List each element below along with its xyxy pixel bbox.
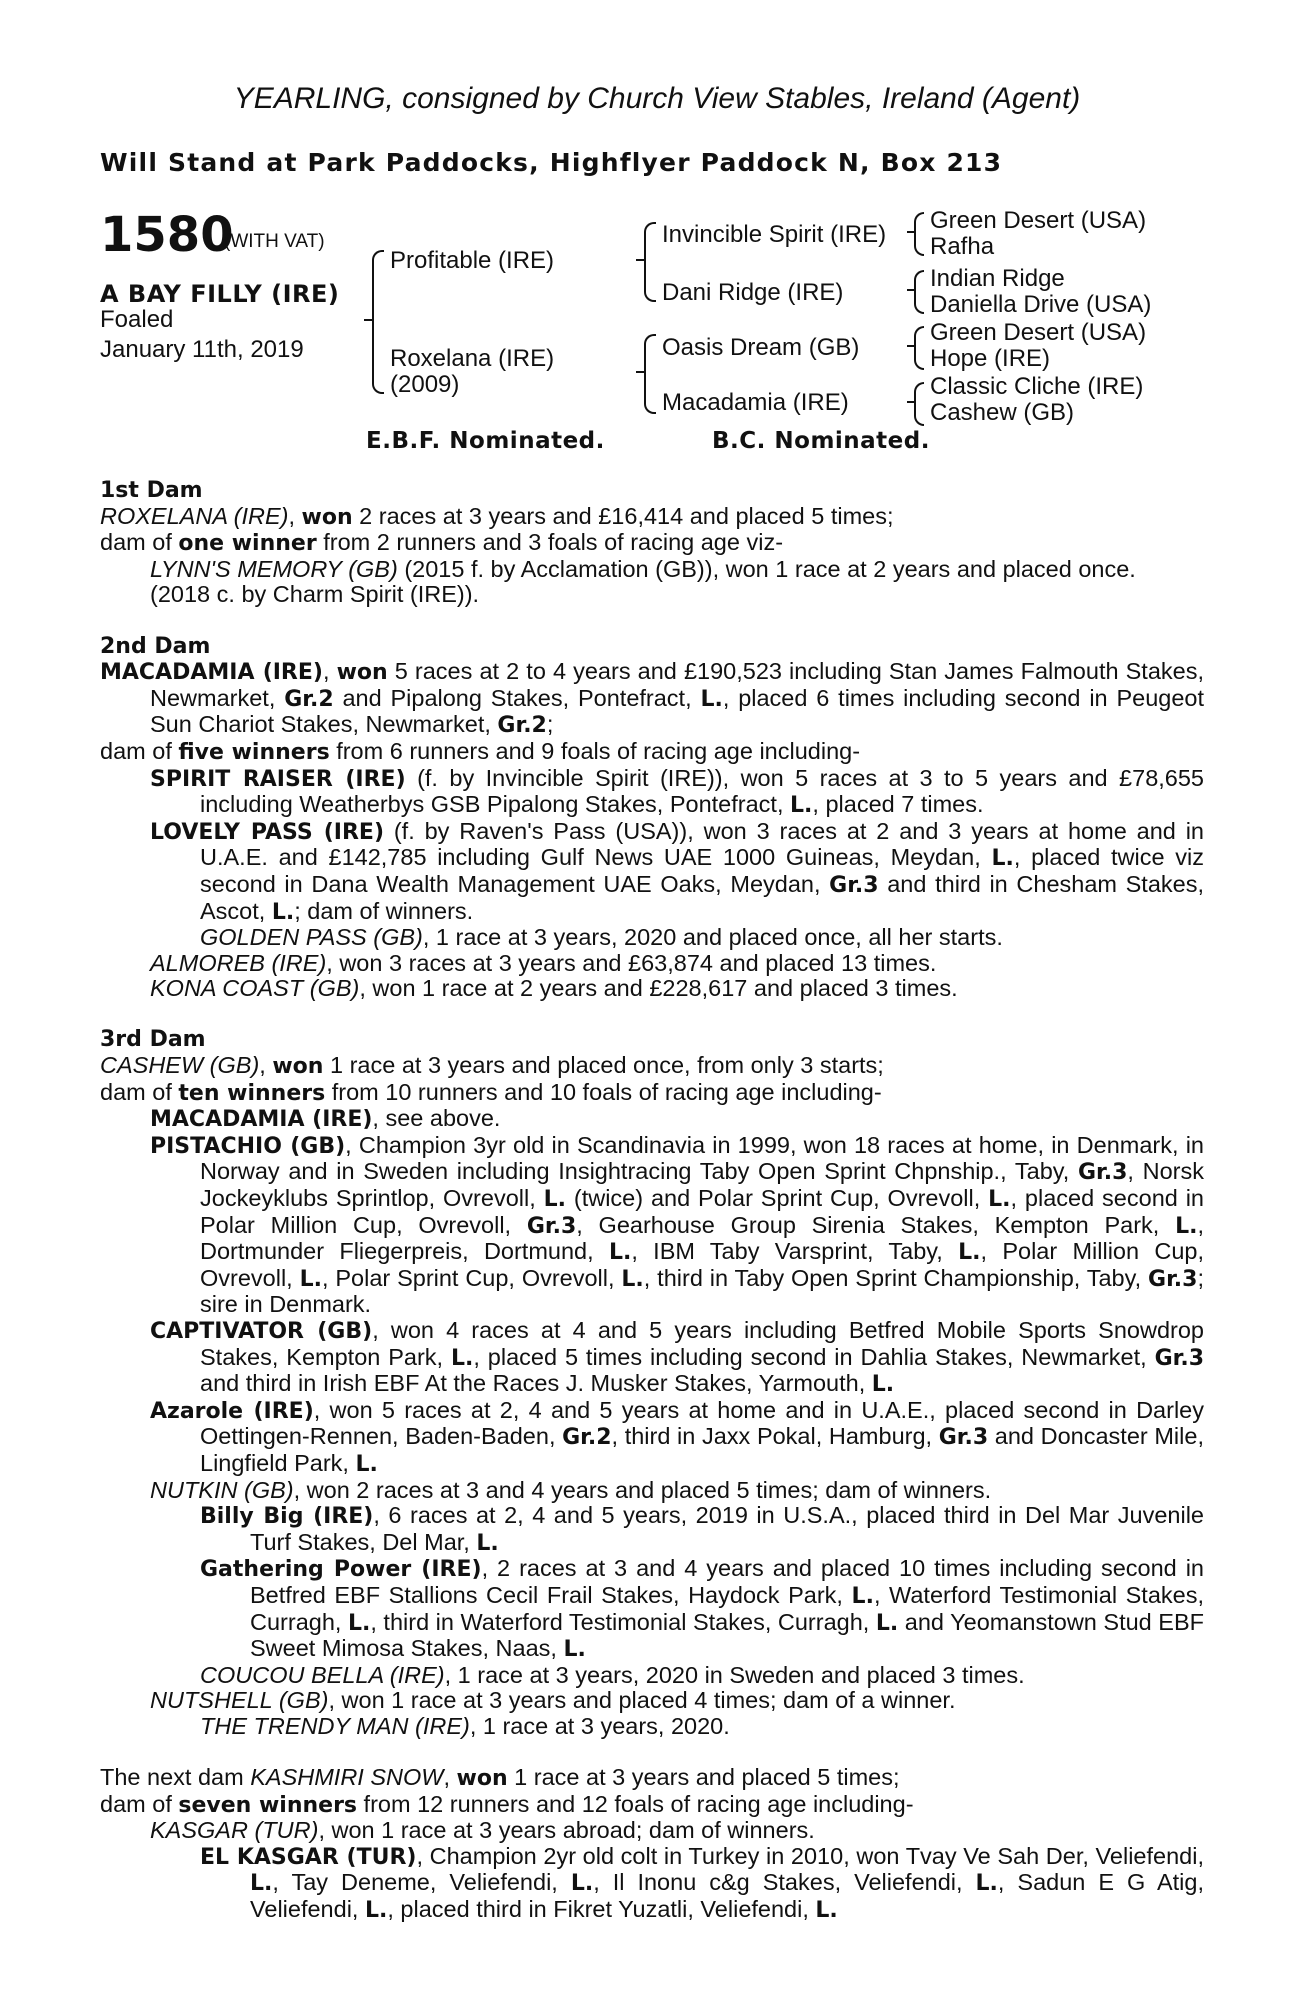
pedigree-dam-sire: Oasis Dream (GB) (662, 334, 860, 361)
foaled-label: Foaled (100, 306, 174, 333)
pedigree-dss: Green Desert (USA) (930, 319, 1147, 346)
consignor-header: YEARLING, consigned by Church View Stables, Ireland (Agent) (233, 82, 1081, 115)
produce-2018-colt: (2018 c. by Charm Spirit (IRE)). (150, 581, 480, 608)
produce-nutshell: NUTSHELL (GB), won 1 race at 3 years and placed 4 times; dam of a winner. (150, 1687, 956, 1714)
pedigree-ssd: Rafha (930, 233, 995, 260)
bc-nominated: B.C. Nominated. (712, 428, 930, 454)
produce-gathering-power: Gathering Power (IRE), 2 races at 3 and 4 years and placed 10 times including second in Betfred EBF Stallions Cecil Frail Stakes, Haydock Park, L., Waterford Testimonial Stakes, Curragh, L., third in Waterford Testimonial Stakes, Curragh, L. and Yeomanstown Stud EBF Sweet Mimosa Stakes, Naas, L. (200, 1555, 1205, 1663)
brace-ss-tip (907, 231, 914, 233)
brace-ds-tip (907, 345, 914, 347)
first-dam-heading: 1st Dam (100, 478, 203, 503)
produce-azarole: Azarole (IRE), won 5 races at 2, 4 and 5 years at home and in U.A.E., placed second in Darley Oettingen-Rennen, Baden-Baden, Gr.2, third in Jaxx Pokal, Hamburg, Gr.3 and Doncaster Mile, Lingfield Park, L. (150, 1396, 1204, 1477)
brace-sire-dam (372, 250, 384, 394)
produce-almoreb: ALMOREB (IRE), won 3 races at 3 years and £63,874 and placed 13 times. (150, 949, 937, 976)
second-dam-record: MACADAMIA (IRE), won 5 races at 2 to 4 years and £190,523 including Stan James Falmouth Stakes, Newmarket, Gr.2 and Pipalong Stakes, Pontefract, L., placed 6 times including second in Peugeot Sun Chariot Stakes, Newmarket, Gr.2; (100, 658, 1205, 739)
produce-kona-coast: KONA COAST (GB), won 1 race at 2 years and £228,617 and placed 3 times. (150, 975, 958, 1002)
lot-number: 1580 (100, 207, 234, 263)
produce-billy-big: Billy Big (IRE), 6 races at 2, 4 and 5 years, 2019 in U.S.A., placed third in Del Mar Juvenile Turf Stakes, Del Mar, L. (200, 1502, 1204, 1556)
brace-ss (914, 212, 924, 256)
first-dam-produce: dam of one winner from 2 runners and 3 foals of racing age viz- (100, 529, 784, 557)
pedigree-sire: Profitable (IRE) (390, 247, 555, 274)
second-dam-heading: 2nd Dam (100, 633, 211, 659)
pedigree-dam-year: (2009) (390, 371, 460, 398)
brace-sd (914, 270, 924, 314)
next-dam-produce: dam of seven winners from 12 runners and 12 foals of racing age including- (100, 1790, 914, 1818)
brace-dd (914, 382, 924, 426)
produce-lynns-memory: LYNN'S MEMORY (GB) (2015 f. by Acclamation (GB)), won 1 race at 2 years and placed once. (150, 555, 1136, 582)
next-dam-record: The next dam KASHMIRI SNOW, won 1 race at 3 years and placed 5 times; (100, 1764, 900, 1792)
third-dam-record: CASHEW (GB), won 1 race at 3 years and placed once, from only 3 starts; (100, 1052, 884, 1080)
pedigree-dds: Classic Cliche (IRE) (930, 373, 1144, 400)
brace-sire-parents (644, 222, 656, 302)
produce-coucou-bella: COUCOU BELLA (IRE), 1 race at 3 years, 2020 in Sweden and placed 3 times. (200, 1661, 1025, 1688)
brace-ds (914, 326, 924, 370)
pedigree-ddd: Cashew (GB) (930, 399, 1075, 426)
vat-note: (WITH VAT) (224, 231, 325, 252)
pedigree-sire-sire: Invincible Spirit (IRE) (662, 221, 887, 248)
brace-dam-parents (644, 334, 656, 414)
brace-dd-tip (907, 401, 914, 403)
produce-el-kasgar: EL KASGAR (TUR), Champion 2yr old colt in Turkey in 2010, won Tvay Ve Sah Der, Veliefendi, L., Tay Deneme, Veliefendi, L., Il Inonu c&g Stakes, Veliefendi, L., Sadun E G Atig, Veliefendi, L., placed third in Fikret Yuzatli, Veliefendi, L. (200, 1842, 1205, 1924)
pedigree-dam: Roxelana (IRE) (390, 345, 555, 372)
first-dam-record: ROXELANA (IRE), won 2 races at 3 years and £16,414 and placed 5 times; (100, 502, 894, 530)
pedigree-sire-dam: Dani Ridge (IRE) (662, 279, 844, 306)
produce-kasgar: KASGAR (TUR), won 1 race at 3 years abroad; dam of winners. (150, 1817, 815, 1844)
location-header: Will Stand at Park Paddocks, Highflyer Paddock N, Box 213 (100, 148, 1003, 177)
pedigree-sss: Green Desert (USA) (930, 207, 1147, 234)
second-dam-produce: dam of five winners from 6 runners and 9 foals of racing age including- (100, 737, 861, 765)
third-dam-produce: dam of ten winners from 10 runners and 10 foals of racing age including- (100, 1078, 882, 1106)
produce-lovely-pass: LOVELY PASS (IRE) (f. by Raven's Pass (USA)), won 3 races at 2 and 3 years at home and in U.A.E. and £142,785 including Gulf News UAE 1000 Guineas, Meydan, L., placed twice viz second in Dana Wealth Management UAE Oaks, Meydan, Gr.3 and third in Chesham Stakes, Ascot, L.; dam of winners. (150, 817, 1204, 925)
brace-sire-dam-tip (364, 319, 372, 321)
catalogue-body (100, 478, 1204, 1924)
pedigree-dam-dam: Macadamia (IRE) (662, 389, 849, 416)
brace-dam-parents-tip (636, 371, 644, 373)
pedigree-dsd: Hope (IRE) (930, 345, 1051, 372)
pedigree-sds: Indian Ridge (930, 265, 1065, 292)
produce-trendy-man: THE TRENDY MAN (IRE), 1 race at 3 years, 2020. (200, 1712, 730, 1739)
ebf-nominated: E.B.F. Nominated. (366, 428, 605, 454)
produce-spirit-raiser: SPIRIT RAISER (IRE) (f. by Invincible Spirit (IRE)), won 5 races at 3 to 5 years and £78,655 including Weatherbys GSB Pipalong Stakes, Pontefract, L., placed 7 times. (150, 764, 1205, 819)
produce-macadamia: MACADAMIA (IRE), see above. (150, 1105, 501, 1133)
brace-sd-tip (907, 289, 914, 291)
produce-pistachio: PISTACHIO (GB), Champion 3yr old in Scandinavia in 1999, won 18 races at home, in Denmark, in Norway and in Sweden including Insightracing Taby Open Sprint Chpnship., Taby, Gr.3, Norsk Jockeyklubs Sprintlop, Ovrevoll, L. (twice) and Polar Sprint Cup, Ovrevoll, L., placed second in Polar Million Cup, Ovrevoll, Gr.3, Gearhouse Group Sirenia Stakes, Kempton Park, L., Dortmunder Fliegerpreis, Dortmund, L., IBM Taby Varsprint, Taby, L., Polar Million Cup, Ovrevoll, L., Polar Sprint Cup, Ovrevoll, L., third in Taby Open Sprint Championship, Taby, Gr.3; sire in Denmark. (150, 1131, 1205, 1318)
third-dam-heading: 3rd Dam (100, 1027, 206, 1053)
produce-nutkin: NUTKIN (GB), won 2 races at 3 and 4 years and placed 5 times; dam of winners. (150, 1476, 992, 1503)
produce-captivator: CAPTIVATOR (GB), won 4 races at 4 and 5 years including Betfred Mobile Sports Snowdrop Stakes, Kempton Park, L., placed 5 times including second in Dahlia Stakes, Newmarket, Gr.3 and third in Irish EBF At the Races J. Musker Stakes, Yarmouth, L. (150, 1317, 1204, 1398)
lot-title: A BAY FILLY (IRE) (100, 280, 340, 308)
produce-golden-pass: GOLDEN PASS (GB), 1 race at 3 years, 2020 and placed once, all her starts. (200, 924, 1003, 951)
foaled-date: January 11th, 2019 (100, 336, 304, 363)
pedigree-sdd: Daniella Drive (USA) (930, 291, 1152, 318)
foaled-info (100, 305, 304, 365)
brace-sire-parents-tip (636, 259, 644, 261)
